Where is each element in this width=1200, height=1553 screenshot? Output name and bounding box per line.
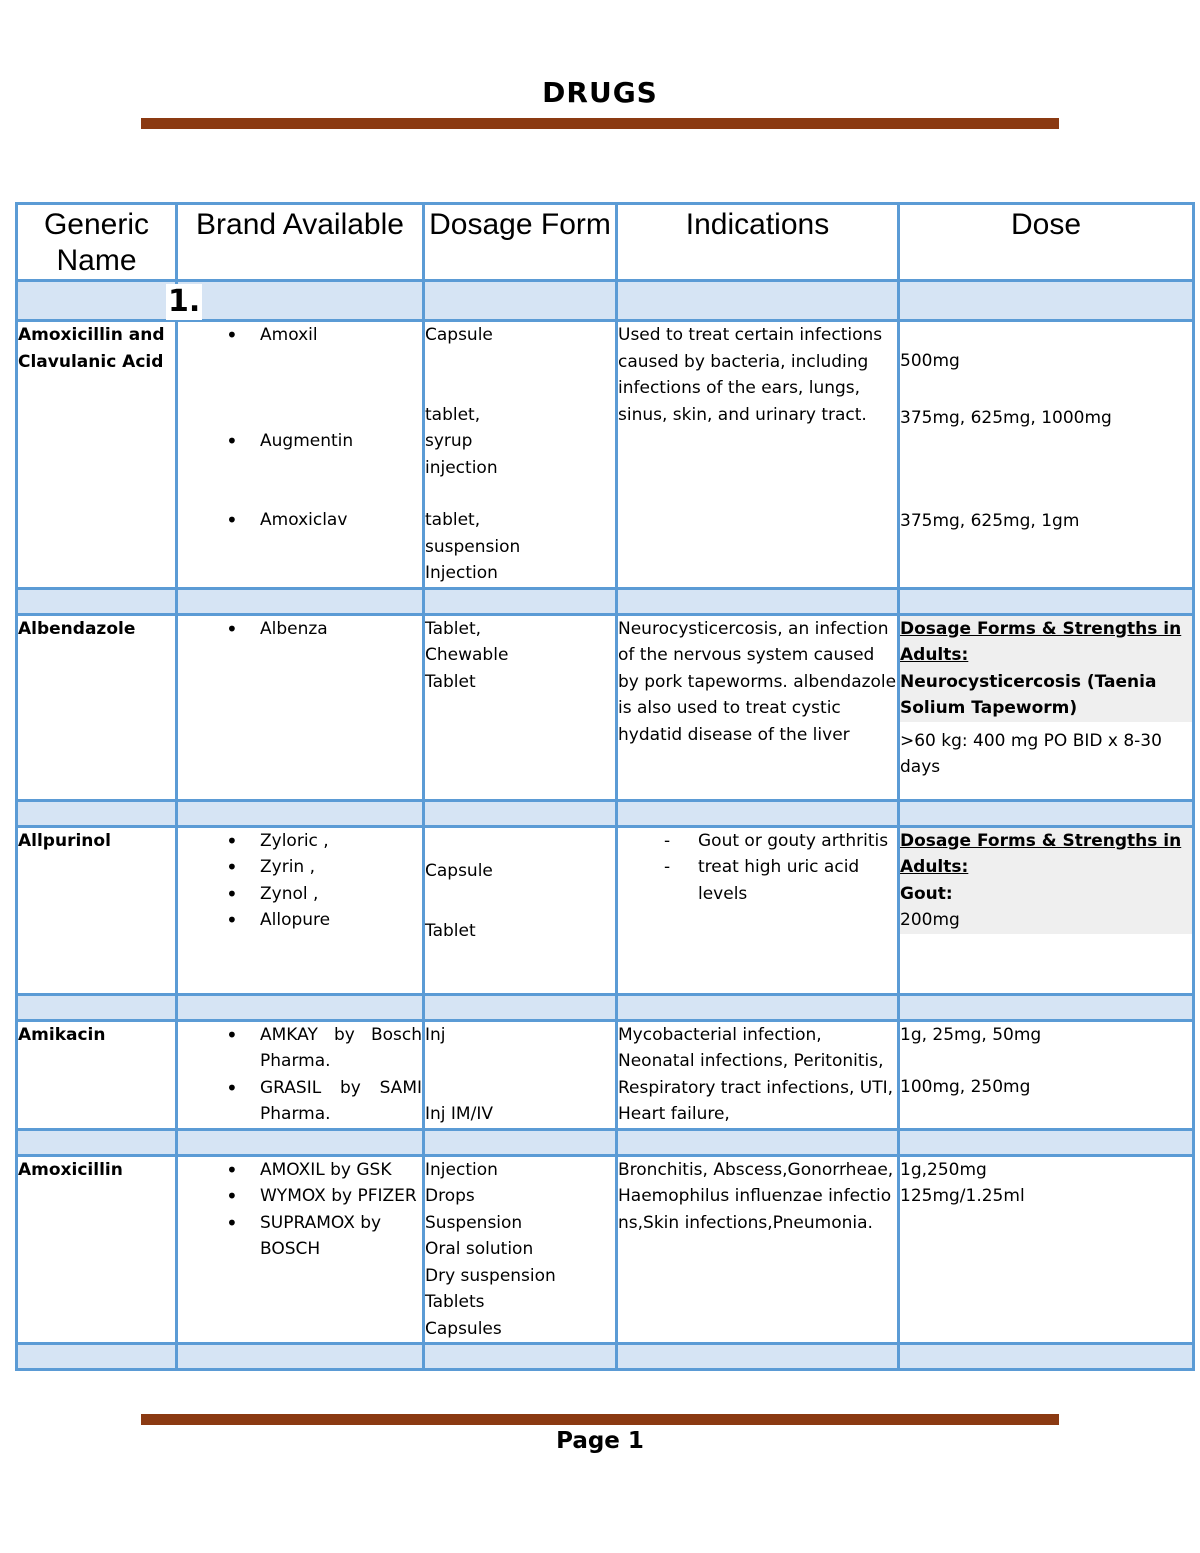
table-band-row [17, 1344, 1194, 1370]
table-row [17, 614, 1194, 800]
indications: Bronchitis, Abscess,Gonorrheae,Haemophilus influenzae infections,Skin infections,Pneumonia. [617, 1155, 899, 1344]
brand-item: • AMKAY by Bosch Pharma. [260, 1022, 422, 1075]
brand-item: • Zyloric , [260, 828, 422, 855]
dosage-form: Tablet, Chewable Tablet [424, 614, 617, 800]
drugs-table [15, 202, 1195, 1371]
dose: 500mg 375mg, 625mg, 1000mg 375mg, 625mg, 1gm [899, 321, 1194, 589]
indications: Used to treat certain infections caused by bacteria, including infections of the ears, lungs, sinus, skin, and urinary tract. [617, 321, 899, 589]
column-header-dose: Dose [899, 204, 1194, 281]
dose-subheading: Gout: [900, 883, 953, 904]
table-row [17, 1155, 1194, 1344]
dose-value: >60 kg: 400 mg PO BID x 8-30 days [900, 730, 1162, 777]
generic-name: Albendazole [17, 614, 177, 800]
brand-list [178, 828, 422, 934]
table-band-row [17, 800, 1194, 826]
brand-item: • Allopure [260, 907, 422, 934]
indication-list [618, 828, 897, 908]
indications: Neurocysticercosis, an infection of the nervous system caused by pork tapeworms. albendazole is also used to treat cystic hydatid disease of the liver [617, 614, 899, 800]
brand-item: • WYMOX by PFIZER [260, 1183, 422, 1210]
table-band-row [17, 994, 1194, 1020]
brand-item: • Amoxil [260, 322, 422, 349]
list-number: 1. [168, 284, 201, 319]
table-band-row [17, 281, 1194, 321]
table-band-row [17, 1129, 1194, 1155]
dose [899, 614, 1194, 800]
column-header-dosage-form: Dosage Form [424, 204, 617, 281]
indications: Mycobacterial infection, Neonatal infections, Peritonitis, Respiratory tract infections, UTI, Heart failure, [617, 1020, 899, 1129]
header-rule [141, 118, 1059, 129]
column-header-indications: Indications [617, 204, 899, 281]
dosage-form: Capsule Tablet [424, 826, 617, 994]
brand-item: • AMOXIL by GSK [260, 1157, 422, 1184]
brand-item: • Zynol , [260, 881, 422, 908]
table-row [17, 1020, 1194, 1129]
indication-item: - Gout or gouty arthritis [698, 828, 897, 855]
brand-item: • SUPRAMOX by BOSCH [260, 1210, 422, 1263]
dose-heading: Dosage Forms & Strengths in Adults: [900, 618, 1182, 665]
indication-item: - treat high uric acid levels [698, 854, 897, 907]
brand-list [178, 322, 422, 534]
page-title: DRUGS [542, 76, 658, 109]
column-header-generic-name: Generic Name [17, 204, 177, 281]
dose-heading: Dosage Forms & Strengths in Adults: [900, 830, 1182, 877]
table-row [17, 321, 1194, 589]
brand-list [178, 1022, 422, 1128]
brand-list [178, 1157, 422, 1263]
generic-name: Amikacin [17, 1020, 177, 1129]
dose-subheading: Neurocysticercosis (Taenia Solium Tapeworm) [900, 671, 1157, 718]
dosage-form: Capsule tablet, syrup injection tablet, suspension Injection [424, 321, 617, 589]
table-row [17, 826, 1194, 994]
brand-item: • GRASIL by SAMI Pharma. [260, 1075, 422, 1128]
dosage-form: Injection Drops Suspension Oral solution Dry suspension Tablets Capsules [424, 1155, 617, 1344]
indications [617, 826, 899, 994]
brand-item: • Zyrin , [260, 854, 422, 881]
dose [899, 826, 1194, 994]
brand-item: • Albenza [260, 616, 422, 643]
dose-value: 200mg [900, 910, 960, 930]
page-number: Page 1 [556, 1428, 644, 1454]
brand-item: • Amoxiclav [260, 507, 422, 534]
dose: 1g,250mg 125mg/1.25ml [899, 1155, 1194, 1344]
dose: 1g, 25mg, 50mg 100mg, 250mg [899, 1020, 1194, 1129]
dosage-form: Inj Inj IM/IV [424, 1020, 617, 1129]
column-header-brand-available: Brand Available [177, 204, 424, 281]
generic-name: Allpurinol [17, 826, 177, 994]
table-header-row [17, 204, 1194, 281]
brand-list [178, 616, 422, 643]
brand-item: • Augmentin [260, 428, 422, 455]
generic-name: Amoxicillin [17, 1155, 177, 1344]
generic-name: Amoxicillin and Clavulanic Acid [17, 321, 177, 589]
footer-rule [141, 1414, 1059, 1425]
table-band-row [17, 588, 1194, 614]
